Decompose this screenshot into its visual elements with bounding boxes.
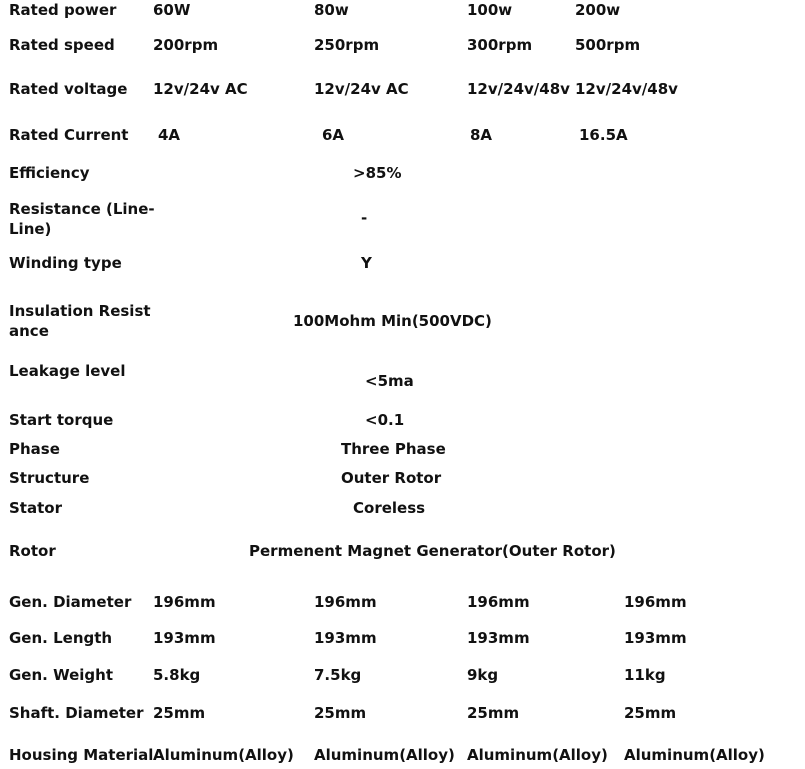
rated-voltage-value: 12v/24v AC — [314, 80, 409, 98]
housing-material-value: Aluminum(Alloy) — [153, 746, 294, 764]
rated-power-value: 60W — [153, 1, 191, 19]
rated-current-value: 6A — [322, 126, 345, 144]
gen-diameter-value: 196mm — [624, 593, 687, 611]
shaft-diameter-value: 25mm — [314, 704, 367, 722]
row-label-gen-weight: Gen. Weight — [9, 666, 113, 684]
rotor-value: Permenent Magnet Generator(Outer Rotor) — [249, 542, 616, 560]
rated-power-value: 80w — [314, 1, 349, 19]
row-label-winding-type: Winding type — [9, 254, 122, 272]
gen-diameter-value: 196mm — [314, 593, 377, 611]
gen-weight-value: 5.8kg — [153, 666, 201, 684]
row-label-start-torque: Start torque — [9, 411, 114, 429]
efficiency-value: >85% — [353, 164, 402, 182]
housing-material-value: Aluminum(Alloy) — [624, 746, 765, 764]
gen-length-value: 193mm — [467, 629, 530, 647]
shaft-diameter-value: 25mm — [467, 704, 520, 722]
gen-weight-value: 7.5kg — [314, 666, 362, 684]
rated-speed-value: 200rpm — [153, 36, 219, 54]
winding-type-value: Y — [361, 254, 372, 272]
row-label-phase: Phase — [9, 440, 60, 458]
row-label-gen-diameter: Gen. Diameter — [9, 593, 132, 611]
row-label-rated-current: Rated Current — [9, 126, 129, 144]
housing-material-value: Aluminum(Alloy) — [314, 746, 455, 764]
rated-current-value: 8A — [470, 126, 493, 144]
rated-voltage-value: 12v/24v/48v — [575, 80, 678, 98]
rated-current-value: 16.5A — [579, 126, 628, 144]
start-torque-value: <0.1 — [365, 411, 405, 429]
gen-weight-value: 9kg — [467, 666, 499, 684]
gen-length-value: 193mm — [153, 629, 216, 647]
rated-voltage-value: 12v/24v AC — [153, 80, 248, 98]
rated-power-value: 200w — [575, 1, 621, 19]
row-label-efficiency: Efficiency — [9, 164, 90, 182]
rated-speed-value: 250rpm — [314, 36, 380, 54]
gen-length-value: 193mm — [624, 629, 687, 647]
row-label-stator: Stator — [9, 499, 62, 517]
row-label-rated-speed: Rated speed — [9, 36, 115, 54]
gen-weight-value: 11kg — [624, 666, 666, 684]
housing-material-value: Aluminum(Alloy) — [467, 746, 608, 764]
gen-diameter-value: 196mm — [467, 593, 530, 611]
structure-value: Outer Rotor — [341, 469, 442, 487]
stator-value: Coreless — [353, 499, 426, 517]
row-label-leakage-level: Leakage level — [9, 362, 126, 380]
rated-current-value: 4A — [158, 126, 181, 144]
rated-speed-value: 300rpm — [467, 36, 533, 54]
row-label-insulation-line1: Insulation Resist — [9, 302, 151, 320]
row-label-structure: Structure — [9, 469, 90, 487]
shaft-diameter-value: 25mm — [624, 704, 677, 722]
row-label-housing-material: Housing Material — [9, 746, 154, 764]
row-label-insulation-line2: ance — [9, 322, 49, 340]
rated-voltage-value: 12v/24v/48v — [467, 80, 570, 98]
phase-value: Three Phase — [341, 440, 446, 458]
rated-speed-value: 500rpm — [575, 36, 641, 54]
gen-length-value: 193mm — [314, 629, 377, 647]
row-label-shaft-diameter: Shaft. Diameter — [9, 704, 144, 722]
shaft-diameter-value: 25mm — [153, 704, 206, 722]
gen-diameter-value: 196mm — [153, 593, 216, 611]
row-label-rotor: Rotor — [9, 542, 56, 560]
leakage-value: <5ma — [365, 372, 414, 390]
row-label-resistance-line2: Line) — [9, 220, 52, 238]
resistance-value: - — [361, 209, 368, 227]
row-label-resistance-line1: Resistance (Line- — [9, 200, 155, 218]
row-label-rated-voltage: Rated voltage — [9, 80, 128, 98]
row-label-rated-power: Rated power — [9, 1, 117, 19]
row-label-gen-length: Gen. Length — [9, 629, 113, 647]
insulation-value: 100Mohm Min(500VDC) — [293, 312, 492, 330]
rated-power-value: 100w — [467, 1, 513, 19]
